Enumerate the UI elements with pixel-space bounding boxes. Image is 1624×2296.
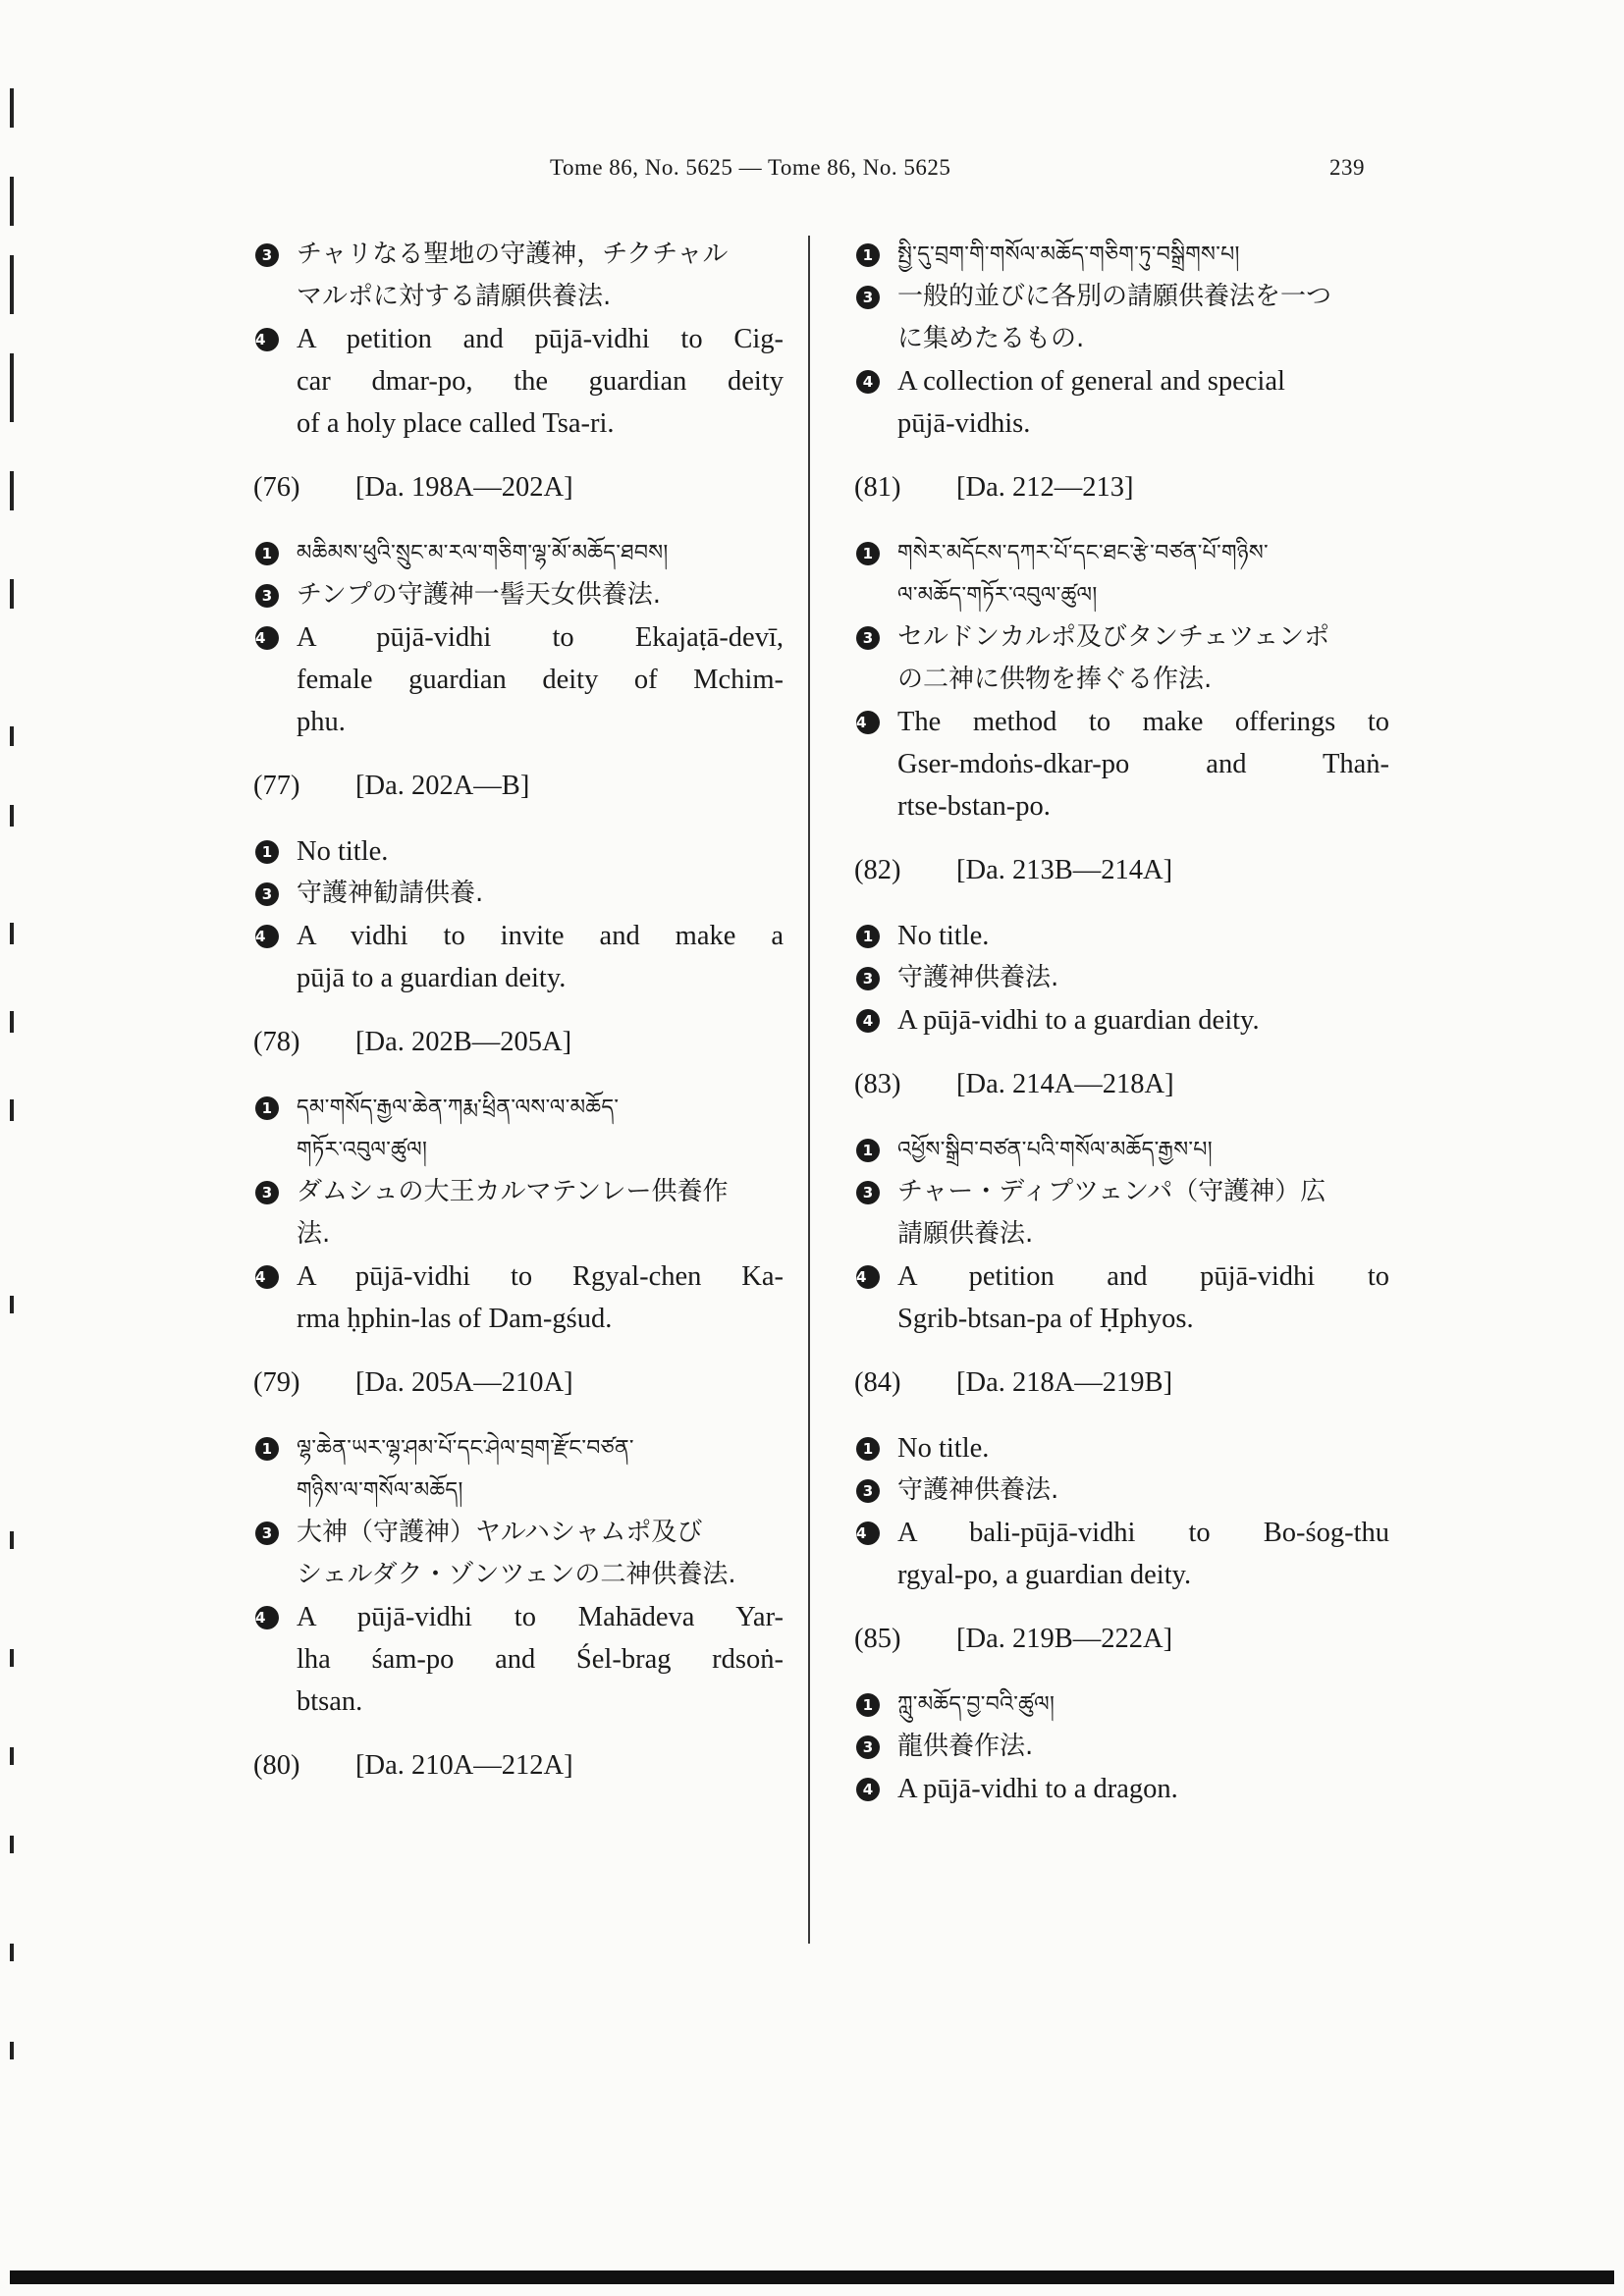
bottom-scan-edge [10,2270,1614,2284]
english-title: A bali-pūjā-vidhi to Bo-śog-thu [897,1518,1389,1548]
english-title: A petition and pūjā-vidhi to [897,1261,1389,1292]
marker-1: 1 [255,1096,279,1120]
entry-77 [253,830,784,999]
text-line: phu. [297,707,346,737]
text-line: マルポに対する請願供養法. [297,282,612,311]
tibetan-title: དམ་གསོད་རྒྱལ་ཆེན་ཀརྨ་ཕྲིན་ལས་ལ་མཆོད་ [297,1095,620,1120]
marker-1: 1 [856,542,880,565]
text-line: pūjā to a guardian deity. [297,963,567,993]
entry-79 [253,1427,784,1723]
english-title: A pūjā-vidhi to a dragon. [897,1774,1178,1804]
tibetan-title: འཕྱོས་སྒྲིབ་བཙན་པའི་གསོལ་མཆོད་རྒྱས་པ། [897,1138,1213,1162]
text-line: car dmar-po, the guardian deity [297,366,784,397]
marker-4: 4 [856,1265,880,1289]
entry-reference: (80) [Da. 210A—212A] [253,1750,573,1781]
marker-3: 3 [856,967,880,990]
english-title: A vidhi to invite and make a [297,921,784,951]
text-line: rtse-bstan-po. [897,791,1051,822]
entry-75-english [253,318,784,445]
marker-3: 3 [856,1735,880,1759]
marker-4: 4 [856,1778,880,1801]
entry-80-body [854,234,1389,445]
japanese-title: 一般的並びに各別の請願供養法を一つ [897,282,1332,311]
english-title: A pūjā-vidhi to a guardian deity. [897,1005,1260,1036]
entry-82 [854,915,1389,1041]
marker-4: 4 [856,711,880,734]
marker-4: 4 [856,1522,880,1545]
marker-4: 4 [255,1265,279,1289]
marker-4: 4 [255,925,279,948]
marker-3: 3 [856,1479,880,1503]
text-line: rma ḥphin-las of Dam-gśud. [297,1304,613,1334]
text-line: Sgrib-btsan-pa of Ḥphyos. [897,1304,1194,1334]
marker-3: 3 [255,243,279,267]
left-column [253,234,784,1810]
marker-3: 3 [255,584,279,608]
text-line: 法. [297,1219,331,1249]
text-line: チャリなる聖地の守護神，チクチャル [297,240,729,269]
entry-reference: (76) [Da. 198A—202A] [253,472,573,503]
marker-3: 3 [255,1522,279,1545]
entry-84 [854,1427,1389,1596]
column-divider [808,236,810,1944]
japanese-title: ダムシュの大王カルマテンレー供養作 [297,1177,729,1206]
marker-1: 1 [255,1437,279,1461]
entry-81 [854,532,1389,828]
entry-78 [253,1087,784,1340]
entry-reference: (78) [Da. 202B—205A] [253,1027,572,1057]
tibetan-title: No title. [897,1433,990,1464]
english-title: A pūjā-vidhi to Ekajaṭā-devī, [297,622,784,653]
tibetan-title: གསེར་མདོངས་དཀར་པོ་དང་ཐང་རྩེ་བཙན་པོ་གཉིས་ [897,541,1269,565]
japanese-title: 守護神供養法. [897,1475,1059,1505]
text-line: ལ་མཆོད་གཏོར་འབུལ་ཚུལ། [897,583,1098,608]
marker-4: 4 [255,1606,279,1629]
marker-3: 3 [856,286,880,309]
page-header [550,155,1365,194]
text-line: A petition and pūjā-vidhi to Cig- [297,324,784,354]
entry-76 [253,532,784,743]
japanese-title: 龍供養作法. [897,1732,1034,1761]
marker-1: 1 [856,243,880,267]
japanese-title: 大神（守護神）ヤルハシャムポ及び [297,1518,703,1547]
text-line: シェルダク・ゾンツェンの二神供養法. [297,1560,736,1589]
entry-reference: (85) [Da. 219B—222A] [854,1624,1173,1654]
running-title: Tome 86, No. 5625 — Tome 86, No. 5625 [550,155,951,180]
tibetan-title: སྤྱི་དུ་བྲག་གི་གསོལ་མཆོད་གཅིག་ཏུ་བསྒྲིགས་པ། [897,242,1240,267]
marker-1: 1 [856,1139,880,1162]
marker-1: 1 [255,542,279,565]
marker-4: 4 [255,626,279,650]
text-line: གཏོར་འབུལ་ཚུལ། [297,1138,428,1162]
japanese-title: 守護神勧請供養. [297,879,484,908]
marker-1: 1 [856,1437,880,1461]
marker-1: 1 [856,925,880,948]
right-column [854,234,1389,1810]
text-line: pūjā-vidhis. [897,408,1031,439]
tibetan-title: ཀླུ་མཆོད་བྱ་བའི་ཚུལ། [897,1692,1056,1717]
japanese-title: チャー・ディプツェンパ（守護神）広 [897,1177,1326,1206]
text-line: lha śam-po and Śel-brag rdsoṅ- [297,1644,784,1675]
japanese-title: 守護神供養法. [897,963,1059,992]
text-line: གཉིས་ལ་གསོལ་མཆོད། [297,1478,463,1503]
entry-85 [854,1683,1389,1810]
text-line: に集めたるもの. [897,324,1085,353]
entry-reference: (81) [Da. 212—213] [854,472,1134,503]
english-title: A collection of general and special [897,366,1285,397]
marker-4: 4 [255,328,279,351]
entry-reference: (84) [Da. 218A—219B] [854,1367,1173,1398]
entry-reference: (83) [Da. 214A—218A] [854,1069,1174,1099]
english-title: A pūjā-vidhi to Mahādeva Yar- [297,1602,784,1632]
marker-4: 4 [856,370,880,394]
text-line: female guardian deity of Mchim- [297,665,784,695]
marker-1: 1 [856,1693,880,1717]
marker-3: 3 [255,882,279,906]
page-number: 239 [1329,155,1365,180]
entry-reference: (77) [Da. 202A—B] [253,771,530,801]
tibetan-title: No title. [297,836,389,867]
entry-reference: (79) [Da. 205A—210A] [253,1367,573,1398]
text-line: の二神に供物を捧ぐる作法. [897,665,1213,694]
tibetan-title: མཆིམས་ཕུའི་སྲུང་མ་རལ་གཅིག་ལྷ་མོ་མཆོད་ཐབས། [297,541,669,565]
text-line: 請願供養法. [897,1219,1034,1249]
tibetan-title: No title. [897,921,990,951]
marker-3: 3 [255,1181,279,1204]
tibetan-title: ལྷ་ཆེན་ཡར་ལྷ་ཤམ་པོ་དང་ཤེལ་བྲག་རྫོང་བཙན་ [297,1436,634,1461]
text-line: btsan. [297,1686,363,1717]
marker-3: 3 [856,626,880,650]
japanese-title: チンプの守護神一髻天女供養法. [297,580,661,610]
marker-3: 3 [856,1181,880,1204]
entry-75-japanese [253,234,784,318]
binding-marks [10,79,24,2238]
english-title: A pūjā-vidhi to Rgyal-chen Ka- [297,1261,784,1292]
marker-4: 4 [856,1009,880,1033]
text-line: rgyal-po, a guardian deity. [897,1560,1192,1590]
text-line: of a holy place called Tsa-ri. [297,408,615,439]
japanese-title: セルドンカルポ及びタンチェツェンポ [897,622,1330,652]
marker-1: 1 [255,840,279,864]
entry-83 [854,1129,1389,1340]
entry-reference: (82) [Da. 213B—214A] [854,855,1173,885]
english-title: The method to make offerings to [897,707,1389,737]
text-line: Gser-mdoṅs-dkar-po and Thaṅ- [897,749,1389,779]
